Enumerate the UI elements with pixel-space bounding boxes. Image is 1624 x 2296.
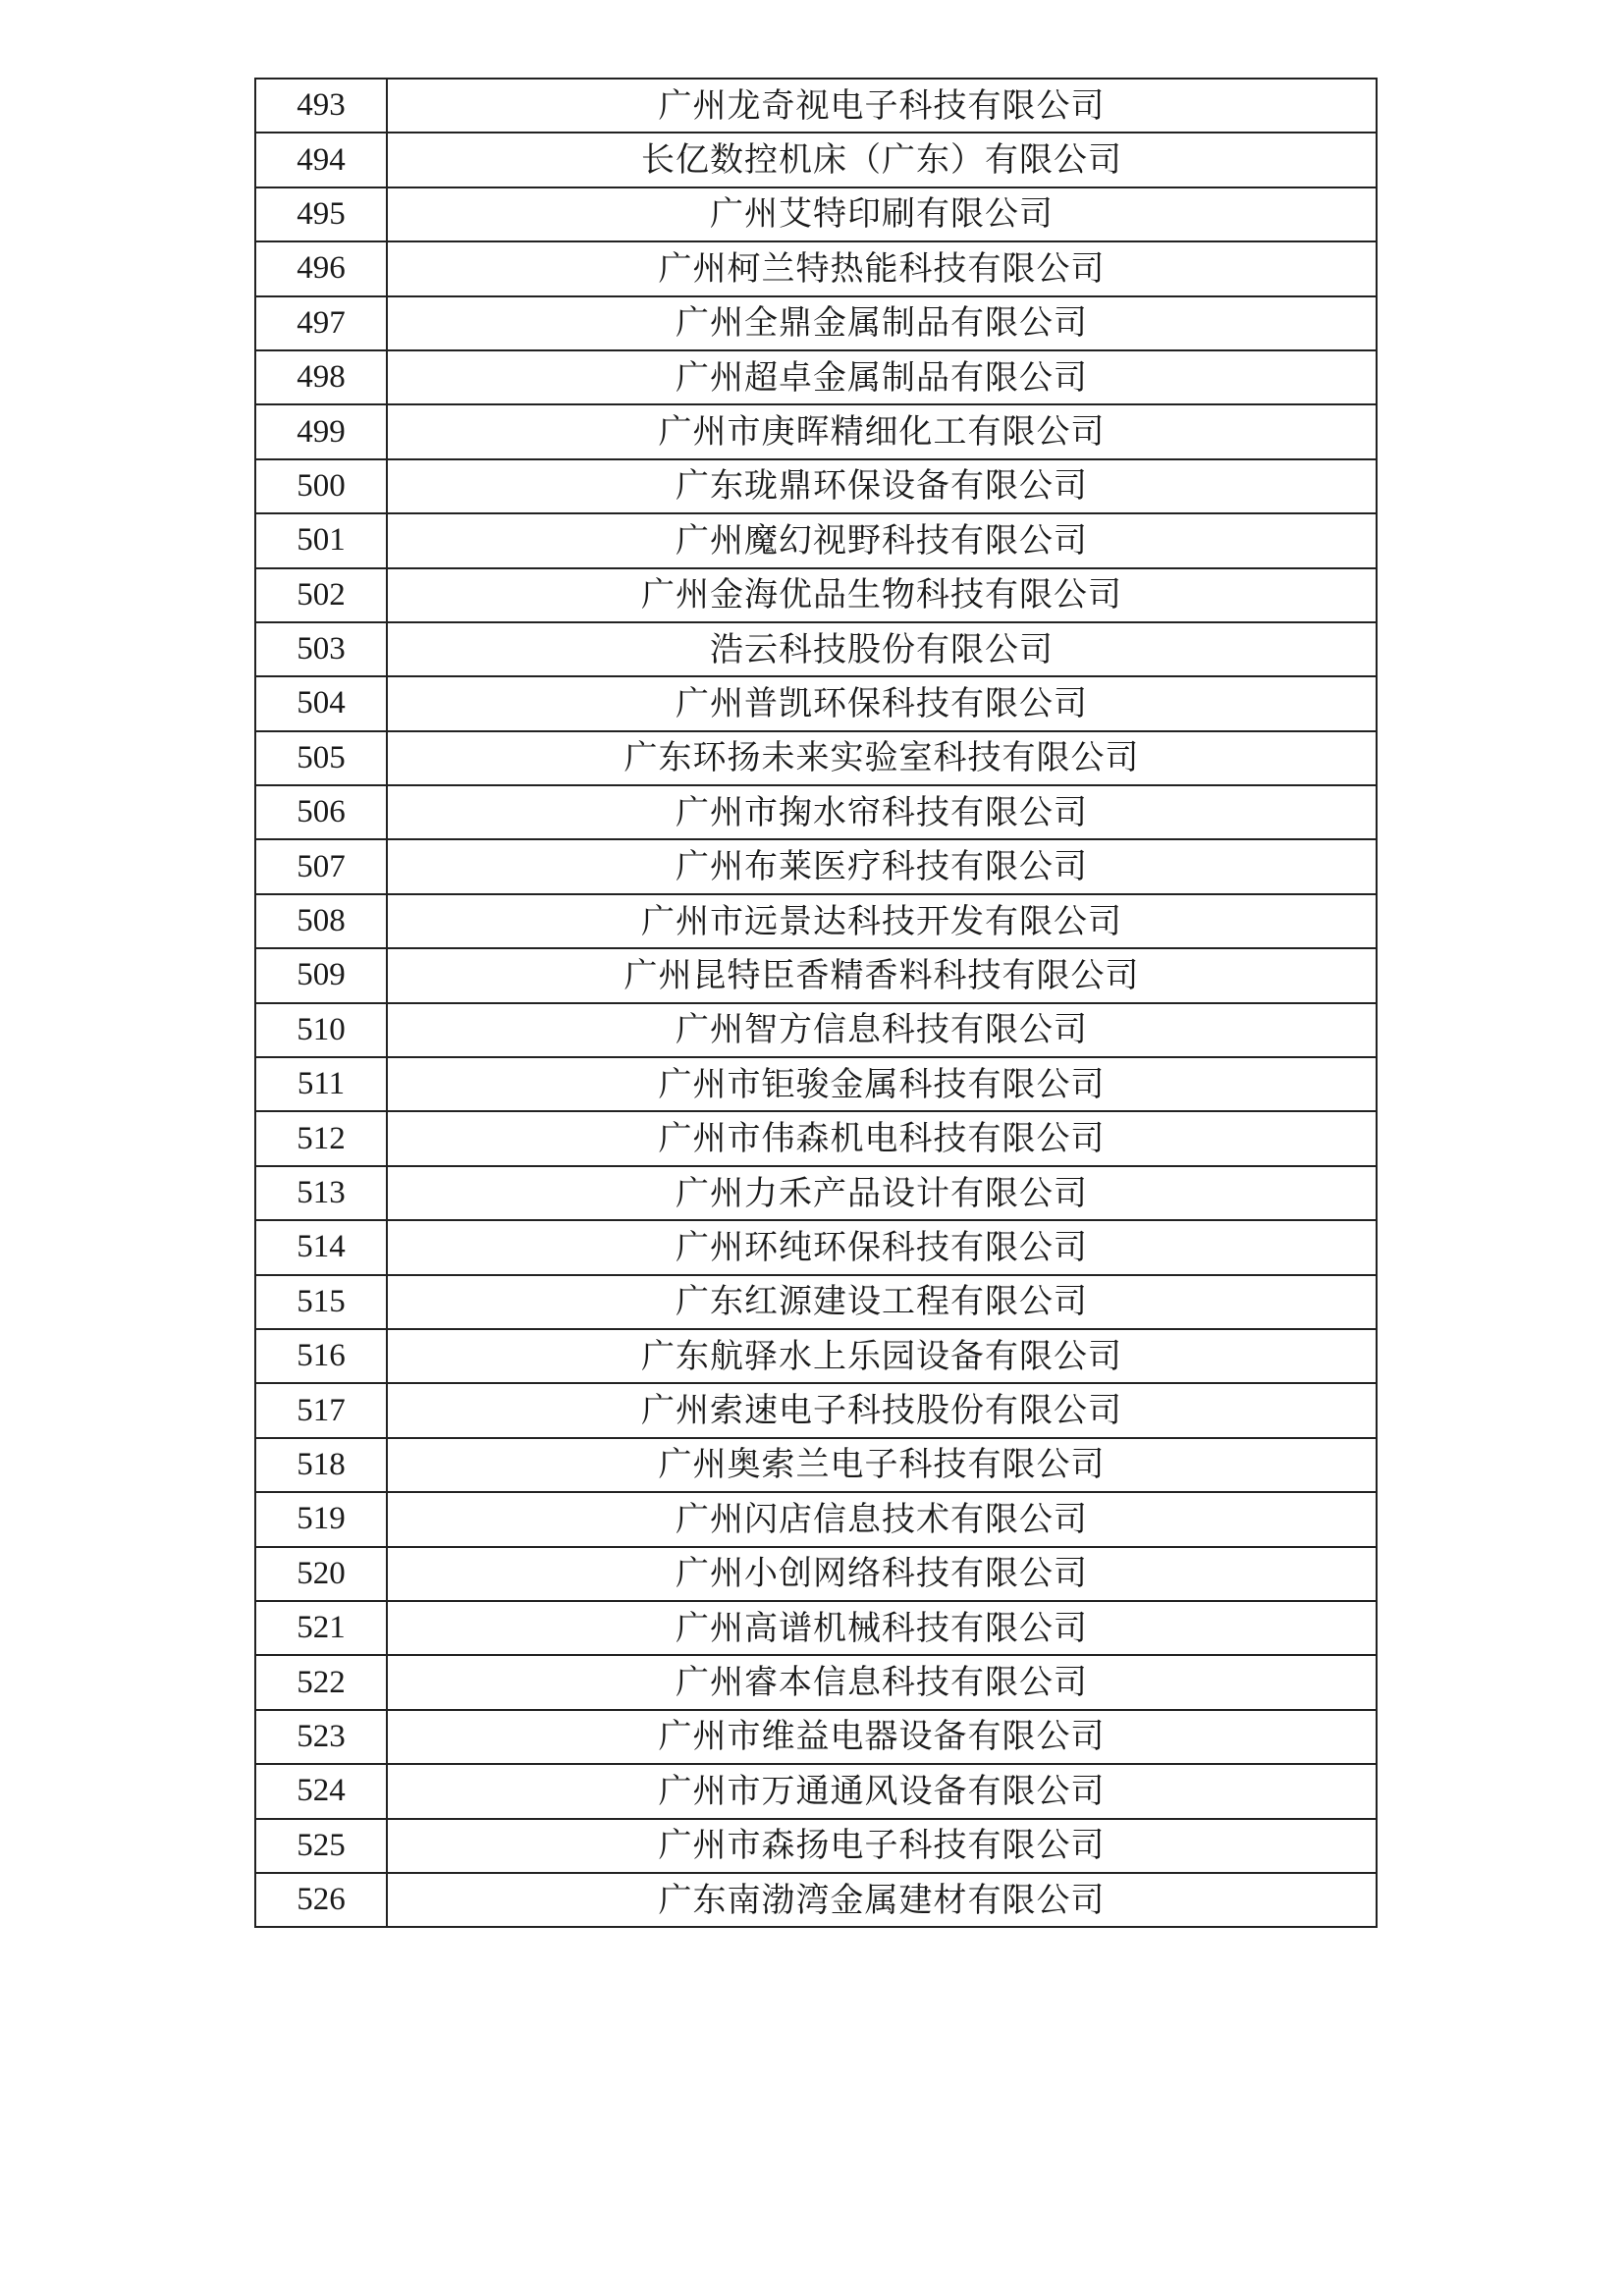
table-row [255,731,1377,785]
table-row [255,1275,1377,1329]
table-row [255,1220,1377,1274]
row-number-cell: 510 [255,1003,387,1057]
row-number-cell: 512 [255,1111,387,1165]
row-number-cell: 522 [255,1655,387,1709]
row-number-cell: 495 [255,187,387,241]
company-name-cell: 广东珑鼎环保设备有限公司 [387,459,1377,513]
company-name-cell: 广州艾特印刷有限公司 [387,187,1377,241]
table-row [255,459,1377,513]
table-row [255,1601,1377,1655]
company-name-cell: 广州高谱机械科技有限公司 [387,1601,1377,1655]
row-number-cell: 514 [255,1220,387,1274]
company-name-cell: 广州环纯环保科技有限公司 [387,1220,1377,1274]
table-row [255,513,1377,567]
table-row [255,1492,1377,1546]
table-row [255,350,1377,404]
row-number-cell: 525 [255,1819,387,1873]
row-number-cell: 516 [255,1329,387,1383]
table-row [255,1819,1377,1873]
company-name-cell: 广州龙奇视电子科技有限公司 [387,79,1377,133]
table-row [255,296,1377,350]
company-name-cell: 广州全鼎金属制品有限公司 [387,296,1377,350]
row-number-cell: 518 [255,1438,387,1492]
company-name-cell: 广州睿本信息科技有限公司 [387,1655,1377,1709]
table-row [255,187,1377,241]
company-name-cell: 长亿数控机床（广东）有限公司 [387,133,1377,187]
table-row [255,839,1377,893]
row-number-cell: 515 [255,1275,387,1329]
row-number-cell: 493 [255,79,387,133]
row-number-cell: 497 [255,296,387,350]
table-row [255,568,1377,622]
row-number-cell: 509 [255,948,387,1002]
table-row [255,241,1377,295]
row-number-cell: 524 [255,1764,387,1818]
table-row [255,1166,1377,1220]
table-row [255,133,1377,187]
company-name-cell: 广东环扬未来实验室科技有限公司 [387,731,1377,785]
table-row [255,404,1377,458]
row-number-cell: 505 [255,731,387,785]
company-name-cell: 广州力禾产品设计有限公司 [387,1166,1377,1220]
company-name-cell: 广州市庚晖精细化工有限公司 [387,404,1377,458]
table-row [255,79,1377,133]
row-number-cell: 500 [255,459,387,513]
table-body [255,79,1377,1927]
company-name-cell: 广东南渤湾金属建材有限公司 [387,1873,1377,1927]
company-name-cell: 广州闪店信息技术有限公司 [387,1492,1377,1546]
table-row [255,1710,1377,1764]
row-number-cell: 521 [255,1601,387,1655]
row-number-cell: 496 [255,241,387,295]
table-row [255,1003,1377,1057]
company-name-cell: 广州布莱医疗科技有限公司 [387,839,1377,893]
row-number-cell: 511 [255,1057,387,1111]
company-name-cell: 广州魔幻视野科技有限公司 [387,513,1377,567]
row-number-cell: 519 [255,1492,387,1546]
company-name-cell: 广州市伟森机电科技有限公司 [387,1111,1377,1165]
company-name-cell: 广州索速电子科技股份有限公司 [387,1383,1377,1437]
row-number-cell: 501 [255,513,387,567]
row-number-cell: 498 [255,350,387,404]
row-number-cell: 508 [255,894,387,948]
table-row [255,1057,1377,1111]
company-name-cell: 广州金海优品生物科技有限公司 [387,568,1377,622]
row-number-cell: 520 [255,1547,387,1601]
company-name-cell: 广州超卓金属制品有限公司 [387,350,1377,404]
row-number-cell: 504 [255,676,387,730]
table-row [255,1547,1377,1601]
company-name-cell: 广州智方信息科技有限公司 [387,1003,1377,1057]
company-name-cell: 广东红源建设工程有限公司 [387,1275,1377,1329]
table-row [255,1329,1377,1383]
row-number-cell: 507 [255,839,387,893]
table-row [255,1873,1377,1927]
row-number-cell: 494 [255,133,387,187]
table-row [255,1438,1377,1492]
company-name-cell: 浩云科技股份有限公司 [387,622,1377,676]
table-row [255,676,1377,730]
table-row [255,948,1377,1002]
table-row [255,1111,1377,1165]
company-name-cell: 广州市钜骏金属科技有限公司 [387,1057,1377,1111]
row-number-cell: 502 [255,568,387,622]
company-name-cell: 广州普凯环保科技有限公司 [387,676,1377,730]
company-name-cell: 广州奥索兰电子科技有限公司 [387,1438,1377,1492]
row-number-cell: 526 [255,1873,387,1927]
company-list-table [254,78,1378,1928]
table-row [255,785,1377,839]
row-number-cell: 503 [255,622,387,676]
table-row [255,1655,1377,1709]
company-name-cell: 广州市远景达科技开发有限公司 [387,894,1377,948]
row-number-cell: 506 [255,785,387,839]
table-row [255,622,1377,676]
table-row [255,894,1377,948]
company-name-cell: 广州市万通通风设备有限公司 [387,1764,1377,1818]
company-name-cell: 广州昆特臣香精香料科技有限公司 [387,948,1377,1002]
row-number-cell: 517 [255,1383,387,1437]
table-row [255,1764,1377,1818]
company-name-cell: 广州小创网络科技有限公司 [387,1547,1377,1601]
row-number-cell: 499 [255,404,387,458]
row-number-cell: 523 [255,1710,387,1764]
company-name-cell: 广州市维益电器设备有限公司 [387,1710,1377,1764]
table-row [255,1383,1377,1437]
company-name-cell: 广州柯兰特热能科技有限公司 [387,241,1377,295]
company-name-cell: 广州市森扬电子科技有限公司 [387,1819,1377,1873]
company-name-cell: 广州市掬水帘科技有限公司 [387,785,1377,839]
company-name-cell: 广东航驿水上乐园设备有限公司 [387,1329,1377,1383]
row-number-cell: 513 [255,1166,387,1220]
